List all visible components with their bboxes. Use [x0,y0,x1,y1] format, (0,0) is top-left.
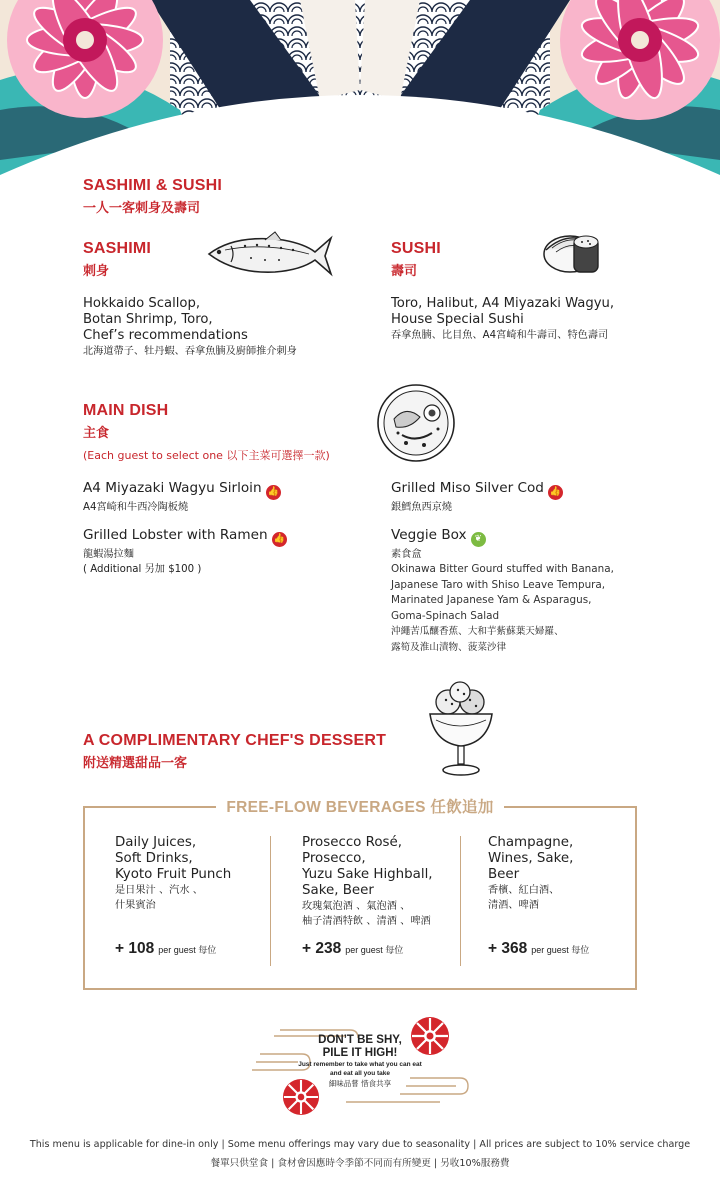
veggie-desc-line: Okinawa Bitter Gourd stuffed with Banana, [391,563,614,575]
veggie-desc-line: Marinated Japanese Yam & Asparagus, [391,594,592,606]
bev-item-zh: 什果賓治 [115,900,156,911]
slogan-line: PILE IT HIGH! [322,1047,398,1059]
bev-price: + 238 [302,940,342,957]
bev-price: + 108 [115,940,155,957]
sashimi-item-line: Chef’s recommendations [83,328,248,343]
dish-name-en: Grilled Lobster with Ramen [83,527,268,543]
sundae-illustration [426,680,496,780]
veggie-desc-zh: 露筍及淮山漬物、菠菜沙律 [391,642,507,653]
sashimi-title-zh: 刺身 [83,264,110,279]
dish-extra-price: ( Additional 另加 $100 ) [83,564,202,575]
bev-item-line: Sake, Beer [302,883,374,898]
bev-item-line: Champagne, [488,835,574,850]
bev-item-zh: 清酒、啤酒 [488,900,539,911]
bev-item-line: Wines, Sake, [488,851,574,866]
bev-item-zh: 玫瑰氣泡酒 、氣泡酒 、 [302,901,411,912]
dish-name-zh: 銀鱈魚西京燒 [391,502,453,513]
bev-price: + 368 [488,940,528,957]
slogan-subline: Just remember to take what you can eat [298,1061,422,1068]
dish-name-en: Grilled Miso Silver Cod [391,480,544,496]
beverages-title: FREE-FLOW BEVERAGES 任飲追加 [216,799,503,816]
fish-illustration [205,228,333,280]
bev-item-zh: 是日果汁 、汽水 、 [115,885,203,896]
sushi-title-en: SUSHI [391,240,441,257]
slogan-line: DON’T BE SHY, [318,1034,402,1046]
bev-price-unit: per guest 每位 [158,945,217,955]
header-floral-artwork [0,0,720,190]
bev-item-zh: 香檳、紅白酒、 [488,885,560,896]
bev-item-line: Prosecco Rosé, [302,835,402,850]
dessert-title-en: A COMPLIMENTARY CHEF'S DESSERT [83,732,387,749]
veggie-desc-zh: 沖繩苦瓜釀香蕉、大和芋紫蘇葉天婦羅、 [391,626,564,637]
sushi-items-zh: 吞拿魚腩、比目魚、A4宮崎和牛壽司、特色壽司 [391,330,609,341]
bev-item-line: Prosecco, [302,851,366,866]
column-divider [460,836,461,966]
sashimi-title-en: SASHIMI [83,240,152,257]
bev-item-line: Daily Juices, [115,835,197,850]
slogan-subline: and eat all you take [330,1070,390,1077]
bev-item-line: Soft Drinks, [115,851,193,866]
sushi-item-line: House Special Sushi [391,312,524,327]
column-divider [270,836,271,966]
dish-name-en: Veggie Box [391,527,467,543]
footer-disclaimer-zh: 餐單只供堂食 | 食材會因應時令季節不同而有所變更 | 另收10%服務費 [210,1158,510,1169]
bev-item-line: Kyoto Fruit Punch [115,867,232,882]
bev-price-unit: per guest 每位 [345,945,404,955]
main-dish-note: (Each guest to select one 以下主菜可選擇一款) [83,449,330,462]
section-title-en: SASHIMI & SUSHI [83,177,223,194]
main-dish-title-zh: 主食 [83,426,110,441]
dessert-title-zh: 附送精選甜品一客 [83,756,188,771]
thumbs-up-icon: 👍 [272,532,287,547]
thumbs-up-icon: 👍 [266,485,281,500]
bev-item-zh: 柚子清酒特飲 、清酒 、啤酒 [302,916,431,927]
main-dish-title-en: MAIN DISH [83,402,169,419]
bev-item-line: Beer [488,867,520,882]
dish-name-zh: 素食盒 [391,549,422,560]
thumbs-up-icon: 👍 [548,485,563,500]
leaf-icon: ❦ [471,532,486,547]
slogan-zh: 細味品嘗 惜食共享 [328,1079,392,1088]
veggie-desc-line: Goma-Spinach Salad [391,609,500,622]
sushi-item-line: Toro, Halibut, A4 Miyazaki Wagyu, [391,296,615,311]
sushi-illustration [540,220,610,282]
bev-item-line: Yuzu Sake Highball, [302,867,433,882]
dish-name-zh: 龍蝦湯拉麵 [83,549,134,560]
section-title-zh: 一人一客刺身及壽司 [83,201,201,216]
ramen-bowl-illustration [376,383,456,463]
footer-disclaimer-en: This menu is applicable for dine-in only | Some menu offerings may vary due to seasonality | All prices are subject to 10% service charge [29,1139,691,1150]
sushi-title-zh: 壽司 [391,264,418,279]
bev-price-unit: per guest 每位 [531,945,590,955]
veggie-desc-line: Japanese Taro with Shiso Leave Tempura, [391,578,606,591]
dish-name-zh: A4宮崎和牛西冷陶板燒 [83,502,189,513]
sashimi-items-zh: 北海道帶子、牡丹蝦、吞拿魚腩及廚師推介刺身 [83,346,297,357]
sashimi-item-line: Botan Shrimp, Toro, [83,312,213,327]
dish-name-en: A4 Miyazaki Wagyu Sirloin [83,480,262,496]
sashimi-item-line: Hokkaido Scallop, [83,296,201,311]
